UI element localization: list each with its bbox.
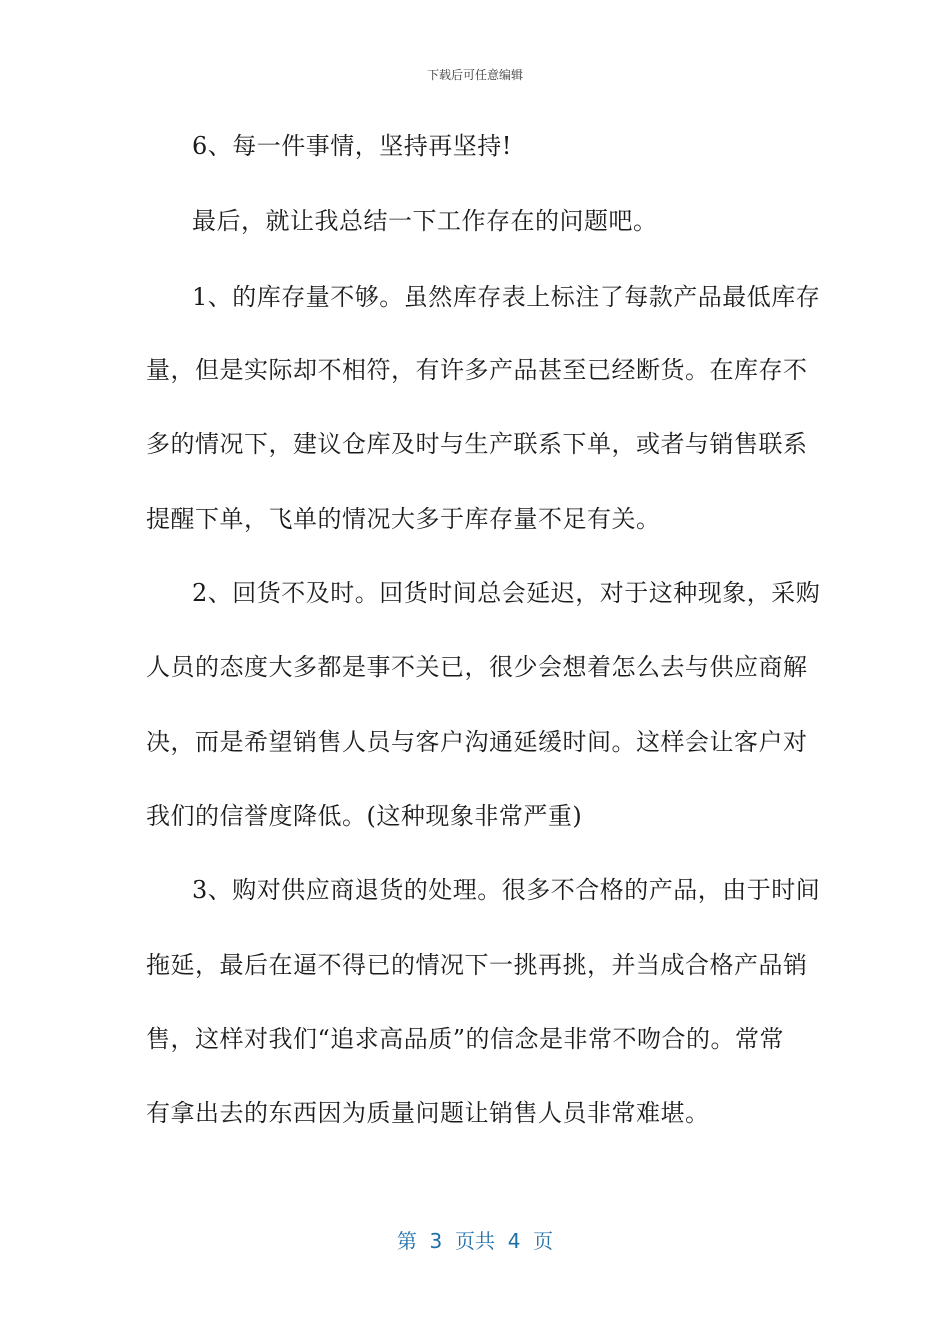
paragraph-line: 我们的信誉度降低。(这种现象非常严重) — [146, 802, 583, 830]
paragraph-line: 决，而是希望销售人员与客户沟通延缓时间。这样会让客户对 — [146, 728, 808, 756]
paragraph-line: 最后，就让我总结一下工作存在的问题吧。 — [192, 207, 658, 235]
paragraph-line: 人员的态度大多都是事不关已，很少会想着怎么去与供应商解 — [146, 653, 808, 681]
paragraph-line: 6、每一件事情，坚持再坚持! — [192, 132, 512, 160]
paragraph-line: 有拿出去的东西因为质量问题让销售人员非常难堪。 — [146, 1099, 710, 1127]
paragraph-line: 3、购对供应商退货的处理。很多不合格的产品，由于时间 — [192, 876, 821, 904]
paragraph-line: 1、的库存量不够。虽然库存表上标注了每款产品最低库存 — [192, 283, 821, 311]
paragraph-line: 提醒下单，飞单的情况大多于库存量不足有关。 — [146, 505, 661, 533]
page-number-footer: 第 3 页共 4 页 — [396, 1229, 554, 1253]
paragraph-line: 量，但是实际却不相符，有许多产品甚至已经断货。在库存不 — [146, 356, 808, 384]
paragraph-line: 售，这样对我们“追求高品质”的信念是非常不吻合的。常常 — [146, 1025, 785, 1053]
paragraph-line: 多的情况下，建议仓库及时与生产联系下单，或者与销售联系 — [146, 430, 808, 458]
paragraph-line: 2、回货不及时。回货时间总会延迟，对于这种现象，采购 — [192, 579, 821, 607]
paragraph-line: 拖延，最后在逼不得已的情况下一挑再挑，并当成合格产品销 — [146, 951, 808, 979]
page-header: 下载后可任意编辑 — [426, 68, 523, 82]
